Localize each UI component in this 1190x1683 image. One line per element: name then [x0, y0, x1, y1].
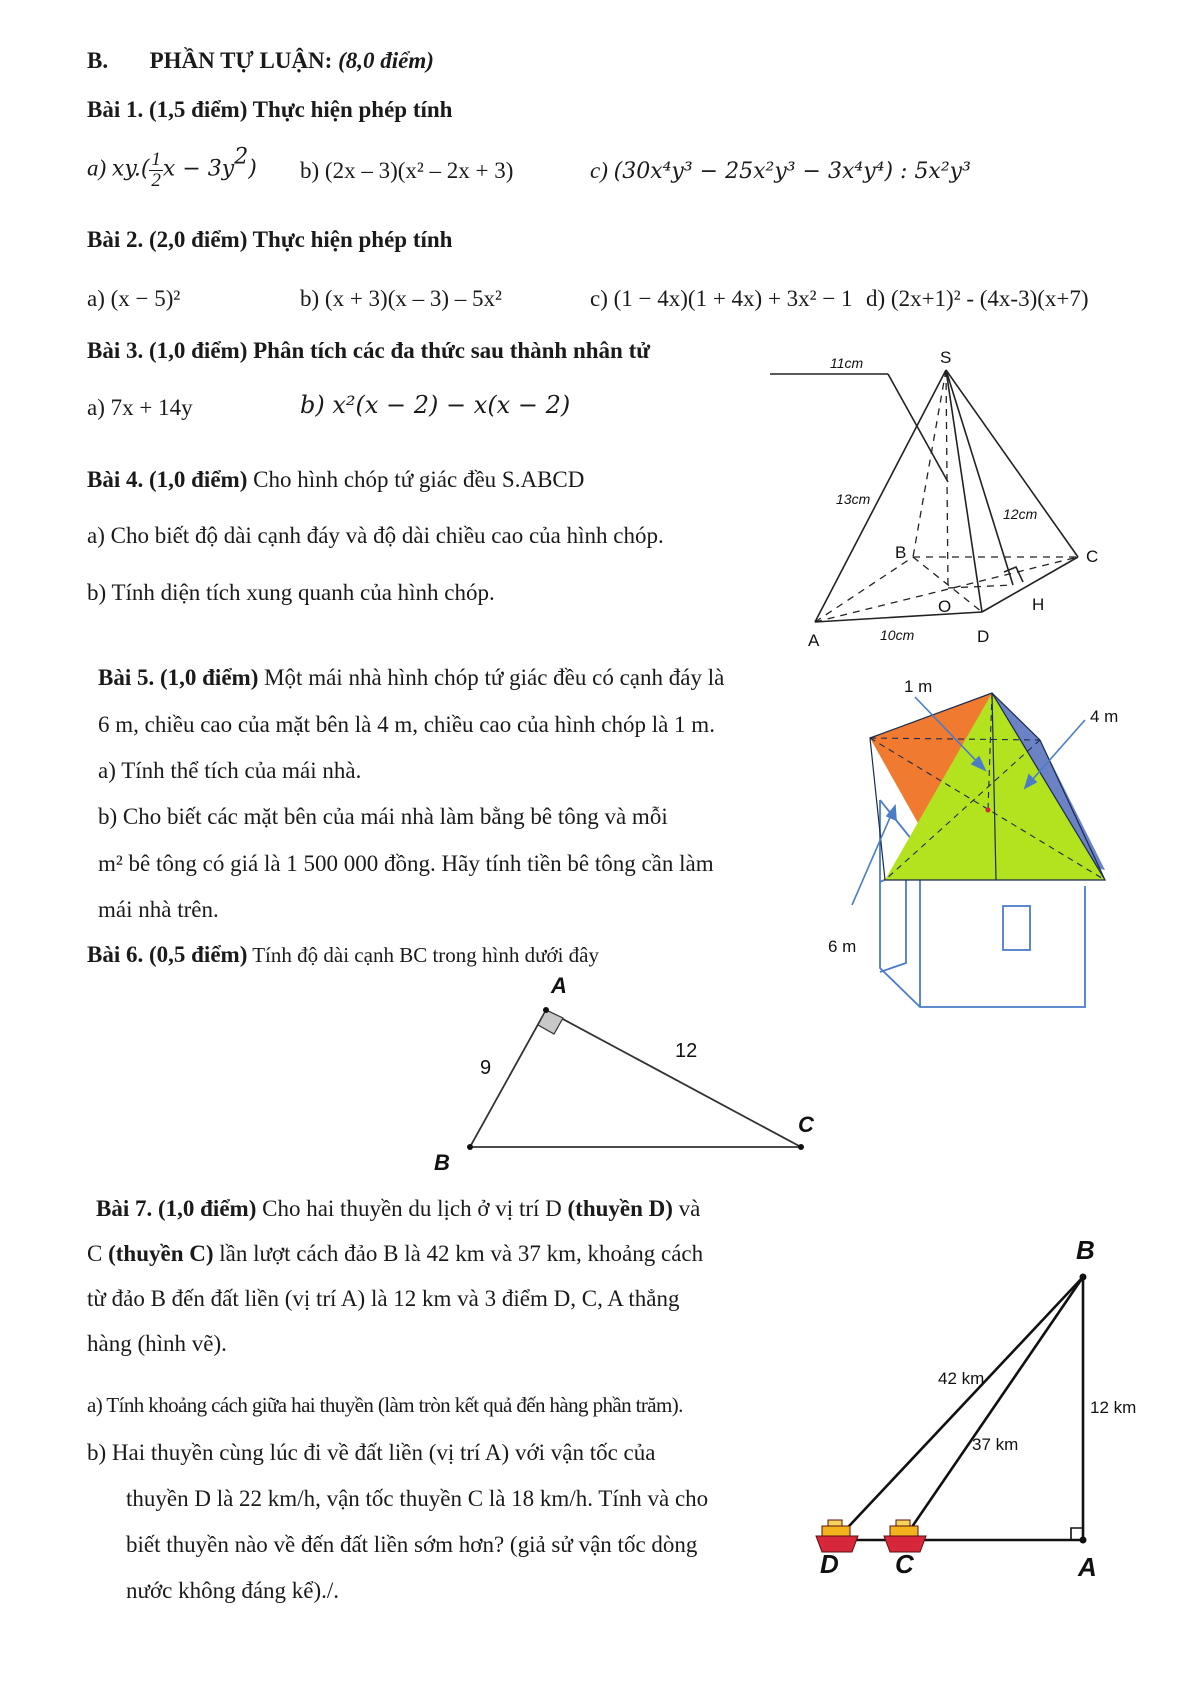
- label-O: O: [938, 597, 952, 616]
- label-10cm: 10cm: [880, 627, 915, 643]
- point-A: [1080, 1537, 1087, 1544]
- bai5-line1-rest: Một mái nhà hình chóp tứ giác đều có cạnh đáy là: [258, 665, 725, 690]
- label-37km: 37 km: [972, 1435, 1019, 1454]
- bai2-c: c) (1 − 4x)(1 + 4x) + 3x² − 1: [590, 286, 853, 311]
- bai4-heading-bold: Bài 4. (1,0 điểm): [87, 467, 248, 492]
- section-letter: B.: [87, 48, 109, 73]
- bai3-b: b) x²(x − 2) − x(x − 2): [300, 391, 571, 419]
- boat-C-icon: [884, 1520, 926, 1552]
- bai7-l1-rest2: và: [672, 1196, 701, 1221]
- bai1-heading: Bài 1. (1,5 điểm) Thực hiện phép tính: [87, 97, 453, 122]
- bai1-c-label: c): [590, 158, 608, 183]
- label-C: C: [1086, 547, 1099, 566]
- bai7-a: a) Tính khoảng cách giữa hai thuyền (làm tròn kết quả đến hàng phần trăm).: [87, 1393, 683, 1417]
- bai3-heading: Bài 3. (1,0 điểm) Phân tích các đa thức sau thành nhân tử: [87, 338, 651, 363]
- label-H: H: [1032, 595, 1045, 614]
- boats-label-A: A: [1078, 1552, 1097, 1582]
- tri-label-C: C: [798, 1112, 814, 1137]
- section-name: PHẦN TỰ LUẬN:: [149, 48, 333, 73]
- label-D: D: [977, 627, 990, 646]
- bai5-b1: b) Cho biết các mặt bên của mái nhà làm bằng bê tông và mỗi: [98, 804, 668, 829]
- bai5-b2: m² bê tông có giá là 1 500 000 đồng. Hãy tính tiền bê tông cần làm: [98, 851, 714, 876]
- bai2-d: d) (2x+1)² - (4x-3)(x+7): [866, 286, 1089, 311]
- label-B: B: [895, 543, 907, 562]
- label-6m: 6 m: [828, 937, 857, 956]
- tri-label-B: B: [434, 1150, 450, 1175]
- bai1-b: b) (2x – 3)(x² – 2x + 3): [300, 158, 514, 183]
- boats-label-B: B: [1076, 1235, 1095, 1265]
- label-12km: 12 km: [1090, 1398, 1137, 1417]
- bai2-b: b) (x + 3)(x – 3) – 5x²: [300, 286, 502, 311]
- bai2-a: a) (x − 5)²: [87, 286, 181, 311]
- label-42km: 42 km: [938, 1369, 985, 1388]
- bai1-a-post: x − 3y: [162, 156, 235, 182]
- bai7-l2-pre: C: [87, 1241, 109, 1266]
- segment-BC: [903, 1277, 1083, 1540]
- label-S: S: [940, 348, 952, 367]
- bai4-b: b) Tính diện tích xung quanh của hình chóp.: [87, 580, 495, 605]
- bai7-l2-rest: lần lượt cách đảo B là 42 km và 37 km, khoảng cách: [213, 1241, 704, 1266]
- bai1-a-pre: xy.(: [111, 156, 150, 182]
- fraction-denominator: 2: [151, 169, 161, 191]
- bai5-a: a) Tính thể tích của mái nhà.: [98, 758, 362, 783]
- bai6-heading-bold: Bài 6. (0,5 điểm): [87, 942, 248, 967]
- bai4-a: a) Cho biết độ dài cạnh đáy và độ dài chiều cao của hình chóp.: [87, 523, 664, 548]
- segment-BD: [836, 1277, 1083, 1540]
- bai7-b4: nước không đáng kể)./.: [126, 1578, 340, 1603]
- point-B: [1080, 1274, 1087, 1281]
- bai1-c-expr: (30x⁴y³ − 25x²y³ − 3x⁴y⁴) : 5x²y³: [613, 159, 971, 184]
- bai3-a: a) 7x + 14y: [87, 395, 193, 420]
- bai1-a-exp: 2: [234, 144, 249, 170]
- bai4-heading-rest: Cho hình chóp tứ giác đều S.ABCD: [247, 467, 585, 492]
- tri-side-9: 9: [480, 1057, 492, 1079]
- label-13cm: 13cm: [836, 491, 871, 507]
- bai1-a-close: ): [248, 156, 257, 182]
- label-11cm: 11cm: [830, 355, 864, 371]
- bai7-heading-bold: Bài 7. (1,0 điểm): [96, 1196, 257, 1221]
- bai1-a-label: a): [87, 155, 107, 181]
- bai5-line2: 6 m, chiều cao của mặt bên là 4 m, chiều cao của hình chóp là 1 m.: [98, 712, 715, 737]
- bai6-heading-rest: Tính độ dài cạnh BC trong hình dưới đây: [247, 943, 600, 967]
- label-4m: 4 m: [1090, 707, 1119, 726]
- bai5-b3: mái nhà trên.: [98, 897, 219, 922]
- bai5-heading-bold: Bài 5. (1,0 điểm): [98, 665, 259, 690]
- label-A: A: [808, 631, 820, 650]
- bai7-b3: biết thuyền nào về đến đất liền sớm hơn? (giả sử vận tốc dòng: [126, 1532, 698, 1557]
- boats-label-C: C: [895, 1549, 914, 1579]
- boats-label-D: D: [820, 1549, 839, 1579]
- bai7-line3: từ đảo B đến đất liền (vị trí A) là 12 km và 3 điểm D, C, A thẳng: [87, 1286, 680, 1311]
- label-12cm: 12cm: [1003, 506, 1038, 522]
- bai2-heading: Bài 2. (2,0 điểm) Thực hiện phép tính: [87, 227, 453, 252]
- tri-side-12: 12: [675, 1040, 698, 1062]
- bai7-line4: hàng (hình vẽ).: [87, 1331, 227, 1356]
- label-1m: 1 m: [904, 677, 933, 696]
- bai7-b2: thuyền D là 22 km/h, vận tốc thuyền C là 18 km/h. Tính và cho: [126, 1486, 709, 1511]
- bai7-l2-bold: (thuyền C): [108, 1241, 214, 1266]
- fraction-numerator: 1: [151, 149, 161, 170]
- section-points: (8,0 điểm): [338, 48, 434, 73]
- bai7-b1: b) Hai thuyền cùng lúc đi về đất liền (vị trí A) với vận tốc của: [87, 1440, 656, 1465]
- bai7-l1-rest1: Cho hai thuyền du lịch ở vị trí D: [256, 1196, 568, 1221]
- bai7-l1-bold: (thuyền D): [567, 1196, 673, 1221]
- tri-label-A: A: [551, 973, 567, 998]
